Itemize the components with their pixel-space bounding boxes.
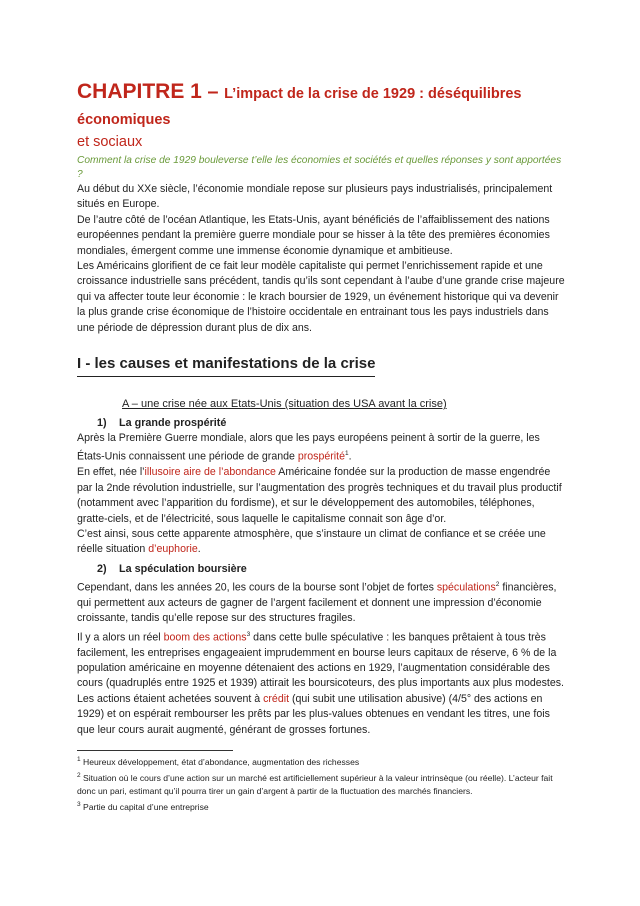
paragraph-text: Après la Première Guerre mondiale, alors que les pays européens peinent à sortir de la guerre, les États-Unis connaissent une période de grande — [77, 432, 540, 463]
keyword: prospérité — [297, 451, 345, 463]
subsection-heading: A – une crise née aux Etats-Unis (situation des USA avant la crise) — [122, 398, 447, 411]
section-heading: I - les causes et manifestations de la crise — [77, 354, 375, 377]
intro-paragraph: De l’autre côté de l’océan Atlantique, les Etats-Unis, ayant bénéficiés de l’affaiblissement des nations européennes pendant la première guerre mondiale pour se hisser à la tête des premières économies mondiales, émergent comme une immense économie dynamique et ambitieuse. — [77, 213, 550, 257]
footnote-text: Heureux développement, état d’abondance, augmentation des richesses — [80, 756, 360, 767]
paragraph — [77, 692, 565, 738]
paragraph — [77, 627, 565, 692]
chapter-title-continuation: et sociaux — [77, 134, 143, 150]
footnote — [77, 769, 565, 798]
paragraph-text: financières, qui permettent aux acteurs de gagner de l’argent facilement et donnent une impression d’économie croissante, tandis qu’elle repose sur des structures fragiles. — [77, 581, 557, 625]
problematic-question: Comment la crise de 1929 bouleverse t’elle les économies et sociétés et quelles réponses y sont apportées ? — [77, 155, 562, 180]
keyword: illusoire aire de l’abondance — [144, 466, 276, 479]
keyword: spéculations — [436, 581, 496, 594]
footnote — [77, 753, 565, 769]
paragraph-text: Les actions étaient achetées souvent à — [77, 692, 264, 705]
keyword: d’euphorie — [148, 543, 198, 556]
subheading-speculation — [97, 562, 565, 577]
footnote-number: 2 — [77, 771, 81, 779]
title-dash: – — [201, 81, 225, 103]
keyword: crédit — [263, 692, 290, 705]
subheading-prosperity — [97, 416, 565, 431]
paragraph-text: (qui subit une utilisation abusive) (4/5° des actions en 1929) et on espérait rembourser les prêts par les plus-values obtenues en vendant les titres, une fois que leur cours aurait augmenté, générant de grosses fortunes. — [77, 692, 550, 736]
paragraph — [77, 465, 565, 527]
main-content — [77, 80, 565, 738]
intro-paragraph: Au début du XXe siècle, l’économie mondiale repose sur plusieurs pays industrialisés, principalement situés en Europe. — [77, 183, 553, 211]
paragraph — [77, 527, 565, 558]
footnote-number: 3 — [77, 800, 81, 808]
paragraph-text: Américaine fondée sur la production de masse engendrée par la 2nde révolution industrielle, sur l’augmentation des progrès techniques et du travail plus productif (notamment avec l’apparition du fordisme), et sur le développement des automobiles, téléphones, gratte-ciels, et de l’électricité, sous laquelle le capitalisme connait son âge d’or. — [77, 466, 562, 525]
paragraph-text: Cependant, dans les années 20, les cours de la bourse sont l’objet de fortes — [77, 581, 437, 594]
chapter-title — [77, 80, 565, 132]
paragraph-text: En effet, née l’ — [77, 466, 145, 479]
footnote-number: 1 — [77, 756, 81, 763]
paragraph — [77, 431, 565, 465]
subheading-label: La grande prospérité — [119, 417, 227, 430]
paragraph — [77, 577, 565, 627]
subheading-number: 2) — [97, 562, 107, 575]
footnote-ref[interactable]: 1 — [344, 450, 349, 458]
chapter-title-text: L’impact de la crise de 1929 : déséquilibres économiques — [77, 86, 522, 128]
chapter-number: CHAPITRE 1 — [77, 80, 202, 103]
paragraph-text: . — [197, 543, 201, 556]
paragraph-text: . — [348, 451, 352, 463]
footnote-ref[interactable]: 3 — [246, 630, 251, 638]
paragraph-text: C’est ainsi, sous cette apparente atmosphère, que s’instaure un climat de confiance et se créée une réelle situation — [77, 528, 546, 556]
paragraph-text: dans cette bulle spéculative : les banques prêtaient à tous très facilement, les entreprises engageaient imprudemment en bourse leurs capitaux de réserve, 6 % de la population américaine en moyenne détenaient des actions en 1929, l’augmentation considérable des cours (quadruplés entre 1925 et 1939) attirait les boursicoteurs, des plus importants aux plus modestes. — [77, 631, 564, 690]
footnote — [77, 798, 565, 814]
subheading-label: La spéculation boursière — [119, 562, 247, 575]
footnotes — [77, 753, 565, 814]
subheading-number: 1) — [97, 417, 107, 430]
footnote-text: Partie du capital d’une entreprise — [80, 801, 209, 812]
footnote-divider — [77, 750, 233, 751]
footnote-ref[interactable]: 2 — [495, 580, 500, 588]
footnote-text: Situation où le cours d’une action sur un marché est artificiellement supérieur à la valeur intrinsèque (ou réelle). L’acteur fait donc un pari, estimant qu’il pourra tirer un gain d’argent à partir de la fluctuation des marchés financiers. — [77, 772, 553, 796]
keyword: boom des actions — [163, 631, 247, 644]
intro-paragraph: Les Américains glorifient de ce fait leur modèle capitaliste qui permet l’enrichissement rapide et une croissance industrielle sans précédent, tandis qu’ils sont cependant à l’aube d’une grande crise majeure qui va affecter toute leur économie : le krach boursier de 1929, un événement historique qui va devenir la plus grande crise économique de l’histoire occidentale en entrainant tous les pays industriels dans une période de dépression durant plus de dix ans. — [77, 260, 565, 334]
paragraph-text: Il y a alors un réel — [77, 631, 164, 644]
